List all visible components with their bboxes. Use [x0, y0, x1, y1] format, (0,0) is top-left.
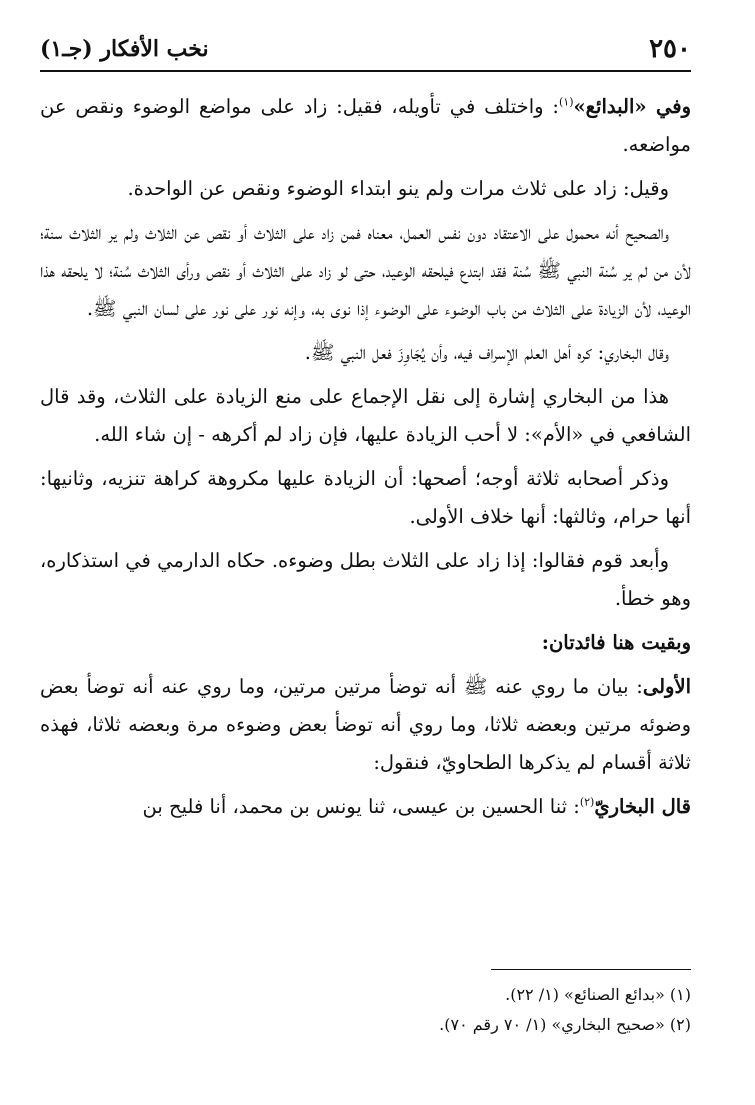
paragraph-bukhari-isbraf: وقال البخاري: كره أهل العلم الإسراف فيه، وأن يُجَاوِزَ فعل النبي ﷺ. — [304, 341, 669, 364]
footnote-divider — [491, 969, 691, 970]
page-number: ٢٥٠ — [649, 34, 691, 64]
paragraph-awjuh: وذكر أصحابه ثلاثة أوجه؛ أصحها: أن الزيادة عليها مكروهة كراهة تنزيه، وثانيها: أنها حرام، وثالثها: أنها خلاف الأولى. — [40, 467, 691, 528]
paragraph-darimi: وأبعد قوم فقالوا: إذا زاد على الثلاث بطل وضوءه. حكاه الدارمي في استذكاره، وهو خطأ. — [40, 549, 691, 610]
paragraph-ijma: هذا من البخاري إشارة إلى نقل الإجماع على منع الزيادة على الثلاث، وقد قال الشافعي في «الأم»: لا أحب الزيادة عليها، فإن زاد لم أكرهه - إن شاء الله. — [40, 385, 691, 446]
paragraph-point-one — [40, 668, 691, 782]
paragraph-sahih: والصحيح أنه محمول على الاعتقاد دون نفس العمل، معناه فمن زاد على الثلاث أو نقص عن الثلاث ولم ير الثلاث سنة؛ لأن من لم ير سُنة النبي ﷺ سُنة فقد ابتدع فيلحقه الوعيد، حتى لو زاد على الثلاث أو نقص ورأى الثلاث سُنة؛ لا يلحقه هذا الوعيد، لأن الزيادة على الثلاث من باب الوضوء على الوضوء إذا نوى به، وإنه نور على نور على لسان النبي ﷺ. — [40, 221, 691, 320]
running-title: نخب الأفكار (جـ١) — [40, 36, 209, 62]
footnote-1: (١) «بدائع الصنائع» (١/ ٢٢). — [505, 985, 691, 1004]
body-text — [40, 88, 691, 832]
paragraph-badaia — [40, 88, 691, 164]
footnote-2: (٢) «صحيح البخاري» (١/ ٧٠ رقم ٧٠). — [439, 1015, 691, 1034]
paragraph-lead: وفي «البدائع» — [573, 95, 691, 118]
bukhari-text: : ثنا الحسين بن عيسى، ثنا يونس بن محمد، أنا فليح بن — [142, 795, 580, 818]
footnotes — [40, 980, 691, 1040]
point-one-text: : بيان ما روي عنه ﷺ أنه توضأ مرتين مرتين، وما روي عنه أنه توضأ بعض وضوئه مرتين وبعضه ثلاثا، وما روي أنه توضأ بعض وضوءه مرة وبعضه ثلاثا، فهذه ثلاثة أقسام لم يذكرها الطحاويّ، فنقول: — [40, 675, 691, 774]
page-header — [40, 30, 691, 72]
point-one-lead: الأولى — [642, 675, 691, 698]
paragraph-text: : واختلف في تأويله، فقيل: زاد على مواضع الوضوء ونقص عن مواضعه. — [40, 95, 691, 156]
paragraph-bukhari-isnad — [40, 788, 691, 826]
bukhari-lead: قال البخاريّ — [594, 795, 691, 818]
footnote-ref-2: (٢) — [579, 795, 595, 809]
subheading: وبقيت هنا فائدتان: — [541, 631, 691, 654]
footnote-ref-1: (١) — [558, 95, 574, 109]
paragraph-qil: وقيل: زاد على ثلاث مرات ولم ينو ابتداء الوضوء ونقص عن الواحدة. — [127, 177, 669, 200]
